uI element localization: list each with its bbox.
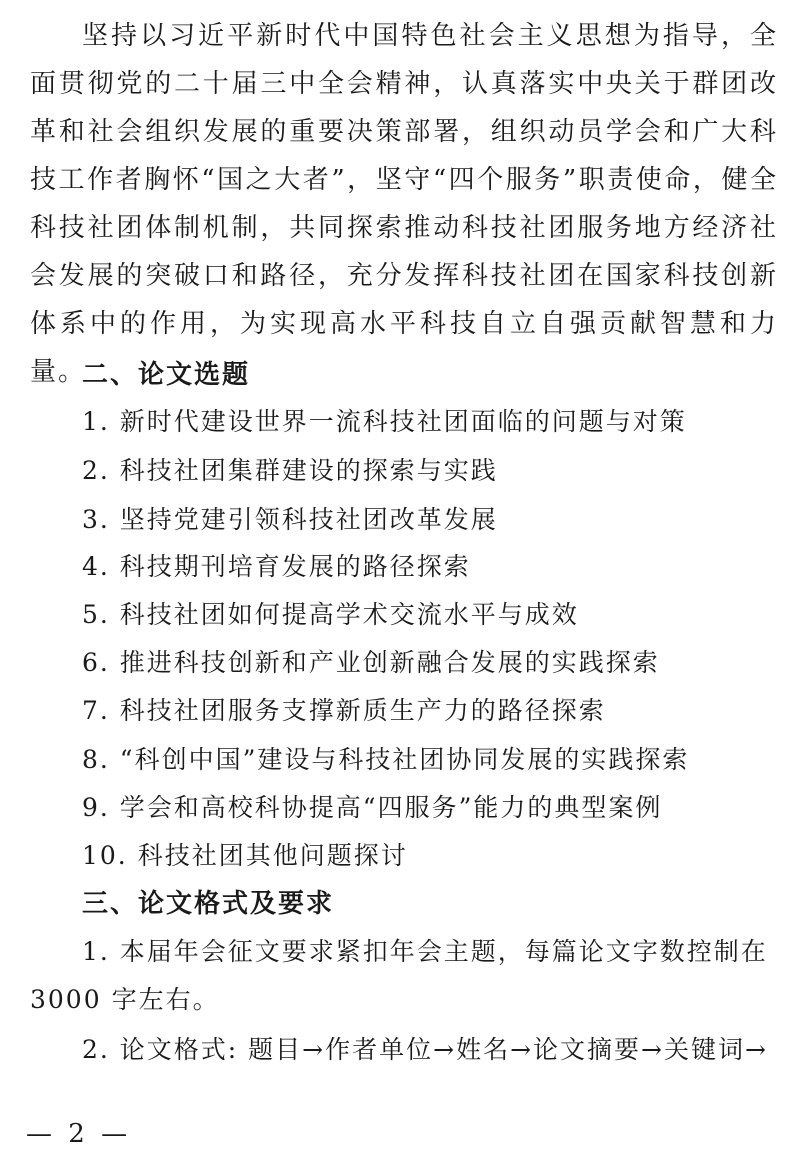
topic-item: 6. 推进科技创新和产业创新融合发展的实践探索 [82,648,660,677]
section-three-heading: 三、论文格式及要求 [82,889,335,919]
topic-item: 1. 新时代建设世界一流科技社团面临的问题与对策 [82,407,687,436]
topic-item: 4. 科技期刊培育发展的路径探索 [82,552,471,581]
intro-paragraph: 坚持以习近平新时代中国特色社会主义思想为指导，全面贯彻党的二十届三中全会精神，认真落实中央关于群团改革和社会组织发展的重要决策部署，组织动员学会和广大科技工作者胸怀“国之大者”，坚守“四个服务”职责使命，健全科技社团体制机制，共同探索推动科技社团服务地方经济社会发展的突破口和路径，充分发挥科技社团在国家科技创新体系中的作用，为实现高水平科技自立自强贡献智慧和力量。 [30,21,778,387]
section-two-heading: 二、论文选题 [82,360,251,390]
page-number: — 2 — [26,1119,132,1149]
topic-item: 5. 科技社团如何提高学术交流水平与成效 [82,600,579,629]
requirement-item: 1. 本届年会征文要求紧扣年会主题，每篇论文字数控制在3000 字左右。 [30,937,768,1014]
topic-item: 3. 坚持党建引领科技社团改革发展 [82,505,498,534]
requirement-item: 2. 论文格式: 题目→作者单位→姓名→论文摘要→关键词→ [82,1035,768,1064]
topic-item: 7. 科技社团服务支撑新质生产力的路径探索 [82,696,606,725]
topic-item: 8. “科创中国”建设与科技社团协同发展的实践探索 [82,745,690,774]
topic-item: 2. 科技社团集群建设的探索与实践 [82,456,498,485]
topic-item: 10. 科技社团其他问题探讨 [82,841,408,870]
topic-item: 9. 学会和高校科协提高“四服务”能力的典型案例 [82,793,663,822]
